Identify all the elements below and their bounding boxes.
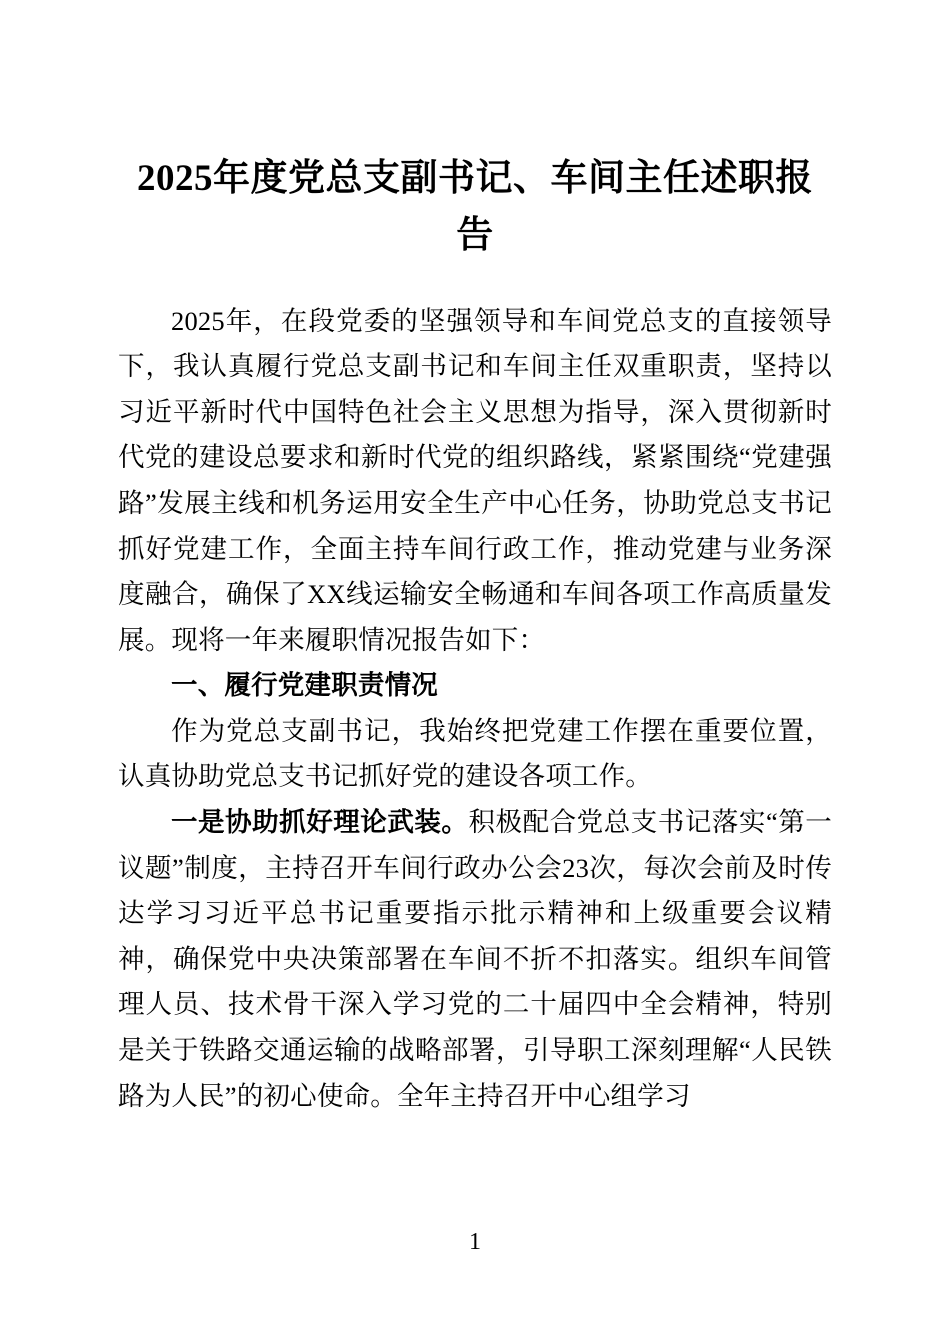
page-number: 1: [469, 1229, 481, 1255]
paragraph-theory-armament: [118, 800, 832, 1119]
document-body: [118, 299, 832, 1119]
paragraph-party-duty: 作为党总支副书记，我始终把党建工作摆在重要位置，认真协助党总支书记抓好党的建设各项工作。: [118, 715, 832, 792]
paragraph-lead-label: 一是协助抓好理论武装。: [171, 807, 469, 838]
paragraph-body-text: 积极配合党总支书记落实“第一议题”制度，主持召开车间行政办公会23次，每次会前及时传达学习习近平总书记重要指示批示精神和上级重要会议精神，确保党中央决策部署在车间不折不扣落实。组织车间管理人员、技术骨干深入学习党的二十届四中全会精神，特别是关于铁路交通运输的战略部署，引导职工深刻理解“人民铁路为人民”的初心使命。全年主持召开中心组学习: [118, 807, 833, 1111]
section-heading-1: 一、履行党建职责情况: [171, 670, 438, 701]
paragraph-intro: 2025年，在段党委的坚强领导和车间党总支的直接领导下，我认真履行党总支副书记和车间主任双重职责，坚持以习近平新时代中国特色社会主义思想为指导，深入贯彻新时代党的建设总要求和新时代党的组织路线，紧紧围绕“党建强路”发展主线和机务运用安全生产中心任务，协助党总支书记抓好党建工作，全面主持车间行政工作，推动党建与业务深度融合，确保了XX线运输安全畅通和车间各项工作高质量发展。现将一年来履职情况报告如下：: [118, 305, 832, 655]
page-title: 2025年度党总支副书记、车间主任述职报告: [137, 158, 813, 257]
